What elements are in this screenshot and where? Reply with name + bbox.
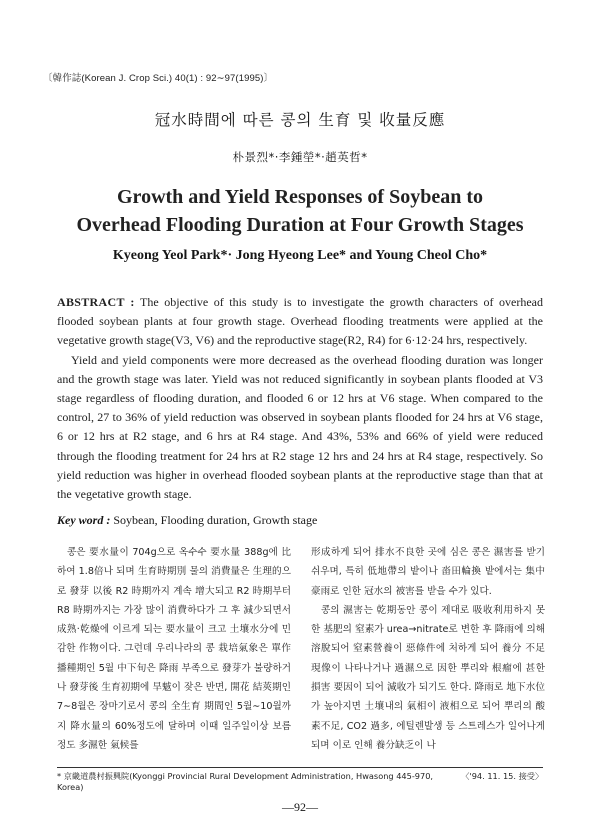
korean-authors: 朴景烈*·李鍾塋*·趙英哲* bbox=[232, 150, 368, 164]
keywords-text: Soybean, Flooding duration, Growth stage bbox=[113, 513, 318, 527]
footnote-received-date: 〈'94. 11. 15. 接受〉 bbox=[461, 771, 544, 781]
korean-title: 冠水時間에 따른 콩의 生育 및 收量反應 bbox=[154, 111, 446, 129]
body-column-left bbox=[57, 543, 291, 755]
keywords-label: Key word : bbox=[57, 513, 111, 527]
abstract-paragraph-2: Yield and yield components were more decreased as the overhead flooding duration was longer and the growth stage was later. Yield was not reduced significantly in soybean plants flooded at V3 stage regardless of flooding duration, and flooded 6 or 12 hrs at V6 stage. When compared to the control, 27 to 36% of yield reduction was observed in soybean plants flooded for 24 hrs at V6 stage, 6 or 12 hrs at R2 stage, and 6 hrs at R4 stage. And 43%, 53% and 66% of yield were reduced through the flooding treatment for 24 hrs at R2 stage 12 hrs and 24 hrs at R4 stage, respectively. So yield reduction was higher in overhead flooded soybean plants at the reproductive stage than that at the vegetative growth stage. bbox=[57, 352, 543, 502]
footnote bbox=[57, 771, 543, 792]
footnote-affiliation: * 京畿道農村振興院(Kyonggi Provincial Rural Development Administration, Hwasong 445-970, Korea) bbox=[57, 771, 433, 792]
body-paragraph: 콩은 要水量이 704g으로 옥수수 要水量 388g에 比하여 1.8倍나 되며 生育時期別 물의 消費量은 生理的으로 發芽 以後 R2 時期까지 계속 增大되고 R2 時期부터 R8 時期까지는 가장 많이 消費하다가 그 후 減少되면서 成熟·乾燥에 이르게 되는 要水量이 크고 土壤水分에 민감한 作物이다. 그런데 우리나라의 콩 栽培氣象은 單作 播種期인 5월 中下旬은 降雨 부족으로 發芽가 불량하거나 發芽後 生育初期에 旱魃이 잦은 반면, 開花 結莢期인 7∼8월은 장마기로서 콩의 全生育 期間인 5월∼10월까지 降水量의 60%정도에 달하며 이때 일주일이상 보름 정도 多濕한 氣候를 bbox=[57, 547, 291, 751]
footnote-divider bbox=[57, 767, 543, 768]
english-title-line-2: Overhead Flooding Duration at Four Growth Stages bbox=[76, 214, 524, 236]
body-paragraph: 形成하게 되어 排水不良한 곳에 심은 콩은 濕害를 받기 쉬우며, 특히 低地帶의 밭이나 畓田輪換 밭에서는 集中豪雨로 인한 冠水의 被害를 받을 수가 있다. bbox=[311, 547, 545, 597]
journal-citation: 〔韓作誌(Korean J. Crop Sci.) 40(1) : 92∼97(1995)〕 bbox=[43, 73, 274, 84]
abstract-label: ABSTRACT : bbox=[57, 295, 135, 309]
abstract-text-1: The objective of this study is to investigate the growth characters of overhead flooded soybean plants at four growth stage. Overhead flooding treatments were applied at the vegetative growth stage(V3, V6) and the reproductive stage(R2, R4) for 6·12·24 hrs, respectively. bbox=[57, 295, 543, 348]
english-title bbox=[0, 183, 600, 239]
english-authors: Kyeong Yeol Park*· Jong Hyeong Lee* and Young Cheol Cho* bbox=[112, 248, 488, 263]
abstract-paragraph-1 bbox=[57, 293, 543, 351]
keywords bbox=[57, 513, 543, 528]
english-title-line-1: Growth and Yield Responses of Soybean to bbox=[117, 186, 483, 208]
body-column-right bbox=[311, 543, 545, 755]
body-paragraph: 콩의 濕害는 乾期동안 콩이 제대로 吸收利用하지 못한 基肥의 窒素가 urea→nitrate로 변한 후 降雨에 의해 溶脫되어 窒素營養이 惡條件에 처하게 되어 養分 不足現像이 나타나거나 過濕으로 因한 뿌리와 根瘤에 甚한 損害 要因이 되어 減收가 되기도 한다. 降雨로 地下水位가 높아지면 土壤내의 氣相이 液相으로 되어 뿌리의 酸素不足, CO2 過多, 에틸렌발생 등 스트레스가 일어나게 되며 이로 인해 養分缺乏이 나 bbox=[311, 604, 545, 751]
abstract bbox=[57, 293, 543, 504]
page-number: —92— bbox=[282, 800, 318, 814]
